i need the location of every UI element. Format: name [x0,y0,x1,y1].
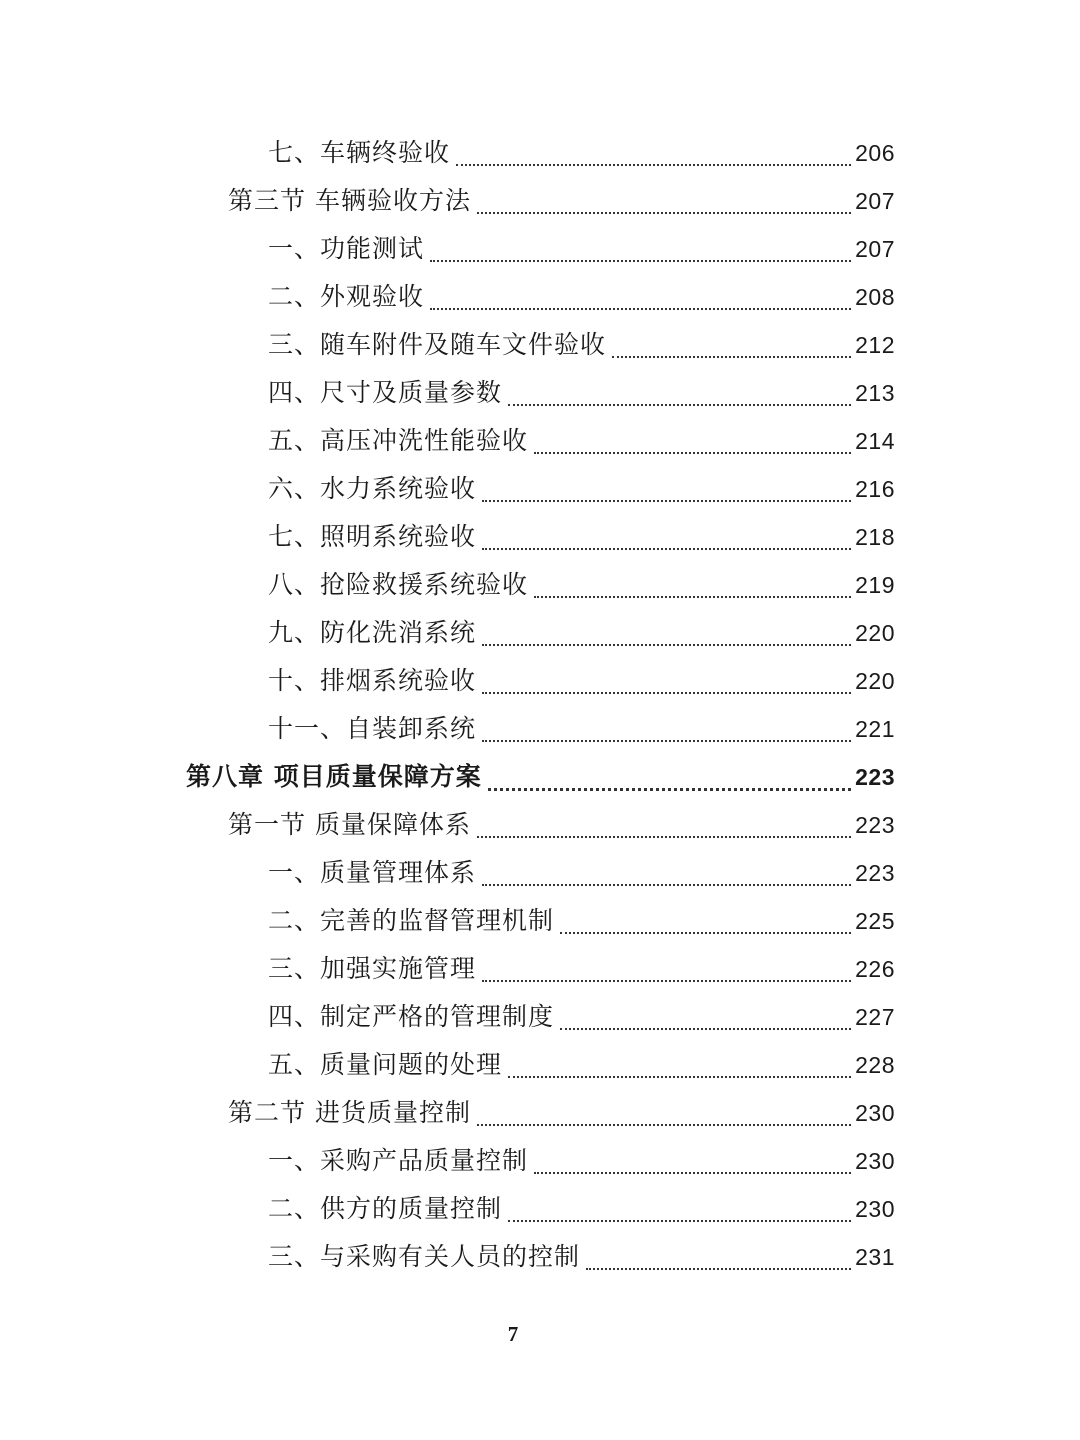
dot-leader [477,836,851,838]
toc-entry-page: 212 [855,332,895,358]
toc-entry-page: 223 [855,764,895,790]
dot-leader [534,452,851,454]
dot-leader [477,212,851,214]
dot-leader [508,1076,851,1078]
toc-entry-page: 220 [855,620,895,646]
toc-entry-page: 216 [855,476,895,502]
toc-entry[interactable] [268,1041,895,1089]
toc-entry[interactable] [228,801,895,849]
toc-entry-label: 三、加强实施管理 [268,954,477,983]
dot-leader [612,356,851,358]
toc-entry-label: 六、水力系统验收 [268,474,477,503]
toc-entry-page: 230 [855,1148,895,1174]
dot-leader [482,692,851,694]
toc-entry-label: 五、质量问题的处理 [268,1050,503,1079]
toc-entry-label: 第八章 项目质量保障方案 [186,762,482,791]
dot-leader [477,1124,851,1126]
toc-entry-page: 207 [855,236,895,262]
toc-entry-page: 225 [855,908,895,934]
toc-entry[interactable] [268,561,895,609]
dot-leader [488,788,851,791]
toc-entry[interactable] [268,513,895,561]
toc-entry-page: 223 [855,860,895,886]
toc-entry[interactable] [268,129,895,177]
toc-entry-label: 一、质量管理体系 [268,858,477,887]
dot-leader [560,1028,851,1030]
toc-entry-page: 207 [855,188,895,214]
toc-entry[interactable] [268,1233,895,1281]
toc-entry-label: 八、抢险救援系统验收 [268,570,529,599]
dot-leader [560,932,851,934]
toc-entry-label: 七、车辆终验收 [268,138,451,167]
toc-entry-page: 219 [855,572,895,598]
toc-entry-page: 208 [855,284,895,310]
dot-leader [586,1268,851,1270]
toc-entry-label: 十一、自装卸系统 [268,714,477,743]
toc-entry-label: 四、尺寸及质量参数 [268,378,503,407]
toc-entry-label: 二、供方的质量控制 [268,1194,503,1223]
dot-leader [508,1220,851,1222]
toc-entry[interactable] [228,177,895,225]
toc-entry[interactable] [268,993,895,1041]
toc-entry-page: 206 [855,140,895,166]
toc-entry-page: 228 [855,1052,895,1078]
dot-leader [456,164,851,166]
dot-leader [482,500,851,502]
toc-entry-page: 231 [855,1244,895,1270]
toc-entry[interactable] [268,369,895,417]
toc-entry-label: 三、随车附件及随车文件验收 [268,330,607,359]
toc-entry[interactable] [268,321,895,369]
toc-entry-label: 七、照明系统验收 [268,522,477,551]
toc-entry-label: 一、采购产品质量控制 [268,1146,529,1175]
dot-leader [482,740,851,742]
toc-entry-label: 十、排烟系统验收 [268,666,477,695]
toc-entry-label: 第三节 车辆验收方法 [228,186,471,215]
toc-entry[interactable] [268,273,895,321]
page-number: 7 [507,1322,519,1346]
dot-leader [430,260,851,262]
toc-entry-page: 221 [855,716,895,742]
toc-entry-page: 214 [855,428,895,454]
dot-leader [534,596,851,598]
toc-entry-label: 三、与采购有关人员的控制 [268,1242,581,1271]
dot-leader [482,980,851,982]
toc-chapter-entry[interactable] [186,753,895,801]
dot-leader [534,1172,851,1174]
toc-entry[interactable] [268,1137,895,1185]
dot-leader [482,884,851,886]
toc-entry[interactable] [268,657,895,705]
toc-entry[interactable] [268,849,895,897]
toc-entry[interactable] [268,417,895,465]
toc-entry-page: 220 [855,668,895,694]
toc-entry-page: 226 [855,956,895,982]
toc-entry[interactable] [268,1185,895,1233]
toc-entry-label: 第一节 质量保障体系 [228,810,471,839]
toc-entry-label: 第二节 进货质量控制 [228,1098,471,1127]
toc-entry-page: 227 [855,1004,895,1030]
toc-entry[interactable] [268,609,895,657]
toc-entry[interactable] [228,1089,895,1137]
dot-leader [430,308,851,310]
toc-entry-page: 230 [855,1100,895,1126]
toc-entry[interactable] [268,705,895,753]
toc-entry-label: 五、高压冲洗性能验收 [268,426,529,455]
dot-leader [508,404,851,406]
toc-entry[interactable] [268,465,895,513]
toc-entry-label: 四、制定严格的管理制度 [268,1002,555,1031]
toc-entry[interactable] [268,225,895,273]
toc-entry[interactable] [268,897,895,945]
toc-entry-label: 二、完善的监督管理机制 [268,906,555,935]
toc-entry-label: 二、外观验收 [268,282,425,311]
toc-entry-page: 230 [855,1196,895,1222]
toc-entry[interactable] [268,945,895,993]
toc-entry-label: 九、防化洗消系统 [268,618,477,647]
dot-leader [482,644,851,646]
toc-entry-page: 213 [855,380,895,406]
toc-entry-label: 一、功能测试 [268,234,425,263]
dot-leader [482,548,851,550]
toc-entry-page: 218 [855,524,895,550]
toc-entry-page: 223 [855,812,895,838]
